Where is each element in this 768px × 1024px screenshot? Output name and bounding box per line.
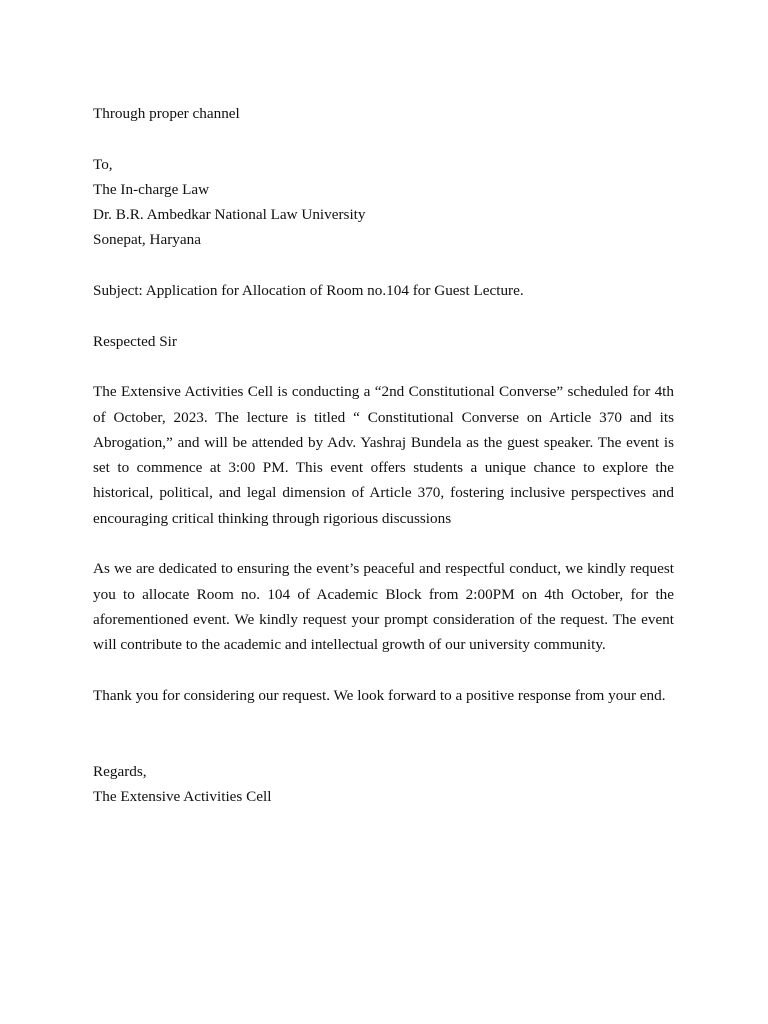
body-paragraph-2: As we are dedicated to ensuring the event’s peaceful and respectful conduct, we kindly request you to allocate Room no. 104 of Academic Block from 2:00PM on 4th October, for the aforementioned event. We kindly request your prompt consideration of the request. The event will contribute to the academic and intellectual growth of our university community.	[93, 560, 674, 654]
spacer	[93, 658, 674, 683]
recipient-institution: Dr. B.R. Ambedkar National Law University	[93, 206, 366, 224]
spacer	[93, 354, 674, 379]
spacer	[93, 733, 674, 758]
recipient-title: The In-charge Law	[93, 180, 210, 198]
closing: Regards,	[93, 762, 147, 780]
to-label: To,	[93, 155, 113, 173]
signature: The Extensive Activities Cell	[93, 788, 272, 806]
salutation: Respected Sir	[93, 332, 177, 350]
subject-line: Subject: Application for Allocation of Room no.104 for Guest Lecture.	[93, 282, 524, 300]
body-paragraph-3: Thank you for considering our request. We look forward to a positive response from your end.	[93, 686, 666, 704]
spacer	[93, 126, 674, 151]
spacer	[93, 708, 674, 733]
spacer	[93, 253, 674, 278]
spacer	[93, 303, 674, 328]
recipient-location: Sonepat, Haryana	[93, 231, 201, 249]
routing-line: Through proper channel	[93, 105, 240, 122]
body-paragraph-1: The Extensive Activities Cell is conducting a “2nd Constitutional Converse” scheduled for 4th of October, 2023. The lecture is titled “ Constitutional Converse on Article 370 and its Abrogation,” and will be attended by Adv. Yashraj Bundela as the guest speaker. The event is set to commence at 3:00 PM. This event offers students a unique chance to explore the historical, political, and legal dimension of Article 370, fostering inclusive perspectives and encouraging critical thinking through rigorious discussions	[93, 383, 674, 527]
spacer	[93, 531, 674, 556]
